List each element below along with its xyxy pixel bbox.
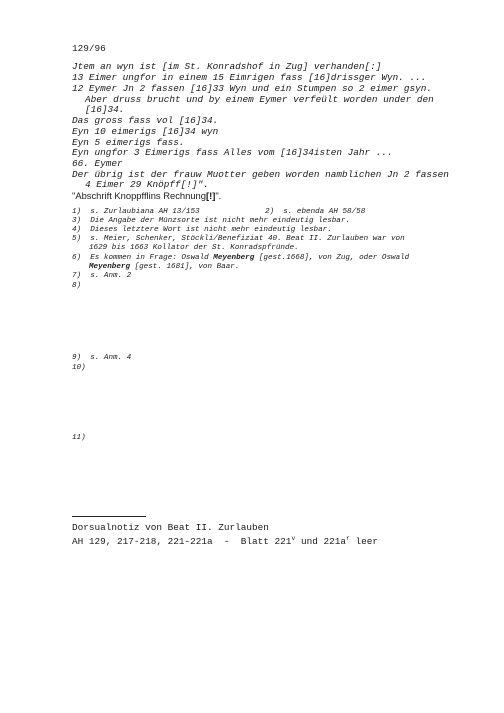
text-line: Das gross fass vol [16]34. — [72, 115, 219, 126]
text-line: [16]34. — [85, 104, 125, 115]
footnote: Meyenberg [gest. 1681], von Baar. — [89, 263, 240, 271]
footnote: 4) Dieses letztere Wort ist nicht mehr eindeutig lesbar. — [72, 226, 332, 234]
text-line: 13 Eimer ungfor in einem 15 Eimrigen fass [16]drissger Wyn. ... — [72, 72, 427, 83]
footnote: 1) s. Zurlaubiana AH 13/153 — [72, 208, 200, 216]
section-heading: 66. Eymer — [72, 158, 123, 169]
footnote: 5) s. Meier, Schenker, Stöckli/Benefiziat 40. Beat II. Zurlauben war von — [72, 235, 405, 243]
text-line: 4 Eimer 29 Knöpff[!]". — [85, 179, 209, 190]
text-line: Eyn ungfor 3 Eimerigs fass Alles vom [16]34isten Jahr ... — [72, 147, 393, 158]
footnote: 8) — [72, 282, 82, 290]
page-reference: 129/96 — [72, 43, 106, 54]
dorsal-note: Dorsualnotiz von Beat II. Zurlauben — [72, 522, 269, 533]
text-line: Der übrig ist der frauw Muotter geben worden namblichen Jn 2 fassen — [72, 169, 449, 180]
footnote: 1629 bis 1663 Kollator der St. Konradspfründe. — [89, 244, 299, 252]
text-line: Eyn 5 eimerigs fass. — [72, 137, 185, 148]
footnote: 10) — [72, 364, 86, 372]
text-line: Jtem an wyn ist [im St. Konradshof in Zug] verhanden[:] — [72, 61, 382, 72]
archive-reference: AH 129, 217-218, 221-221a - Blatt 221$^v$ und $221a^r$ leer — [72, 535, 379, 547]
footnote: 6) Es kommen in Frage: Oswald Meyenberg [gest.1668], von Zug, oder Oswald — [72, 254, 410, 262]
source-note: "Abschrift Knoppfflins Rechnung[!]". — [72, 190, 222, 201]
text-line: 12 Eymer Jn 2 fassen [16]33 Wyn und ein Stumpen so 2 eimer gsyn. — [72, 83, 433, 94]
footnote-divider — [72, 516, 146, 517]
footnote: 9) s. Anm. 4 — [72, 354, 132, 362]
footnote: 2) s. ebenda AH 58/58 — [265, 208, 366, 216]
text-line: Eyn 10 eimerigs [16]34 wyn — [72, 126, 219, 137]
footnote: 3) Die Angabe der Münzsorte ist nicht mehr eindeutig lesbar. — [72, 217, 350, 225]
text-line: Aber druss brucht und by einem Eymer verfeült worden under den — [85, 94, 434, 105]
footnote: 11) — [72, 434, 86, 442]
footnote: 7) s. Anm. 2 — [72, 272, 132, 280]
